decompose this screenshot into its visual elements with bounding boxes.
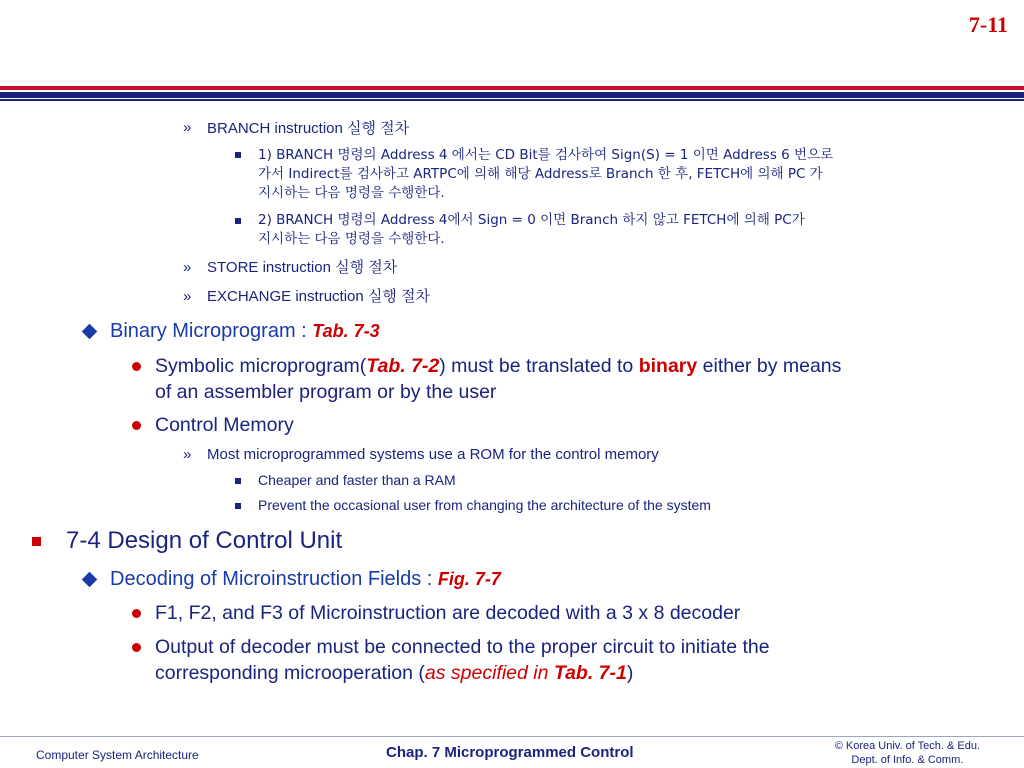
binary-b1-line1 [155, 353, 841, 379]
decoding-b2-line2 [155, 660, 633, 686]
binary-b1-ref: Tab. 7-2 [366, 355, 440, 377]
binary-b1-part1: Symbolic microprogram( [155, 355, 367, 377]
round-bullet-icon [132, 643, 141, 652]
rom-sub1: Cheaper and faster than a RAM [258, 472, 456, 488]
rom-sub2: Prevent the occasional user from changing the architecture of the system [258, 497, 711, 513]
decoding-b2-line1: Output of decoder must be connected to the proper circuit to initiate the [155, 636, 770, 658]
binary-microprogram-heading [110, 318, 380, 344]
branch-heading: BRANCH instruction 실행 절차 [207, 120, 410, 137]
footer-chapter: Chap. 7 Microprogrammed Control [386, 744, 634, 761]
binary-b1-part2: ) must be translated to [439, 355, 639, 377]
footer-copyright-line2: Dept. of Info. & Comm. [851, 754, 964, 766]
branch-item1-line3: 지시하는 다음 명령을 수행한다. [258, 185, 445, 201]
binary-title: Binary Microprogram : [110, 320, 313, 342]
square-bullet-icon [32, 537, 41, 546]
diamond-bullet-icon [82, 572, 98, 588]
section-heading: 7-4 Design of Control Unit [66, 527, 343, 554]
rom-note: Most microprogrammed systems use a ROM for the control memory [207, 446, 659, 463]
decoding-b2-part: corresponding microoperation ( [155, 662, 425, 684]
footer-copyright [835, 739, 980, 767]
raquo-bullet-icon: » [183, 259, 192, 276]
footer-copyright-line1: © Korea Univ. of Tech. & Edu. [834, 740, 980, 752]
footer-course: Computer System Architecture [36, 748, 199, 762]
square-bullet-icon [235, 218, 241, 224]
binary-b1-part3: either by means [697, 355, 842, 377]
square-bullet-icon [235, 152, 241, 158]
decoding-b1: F1, F2, and F3 of Microinstruction are decoded with a 3 x 8 decoder [155, 602, 741, 624]
branch-item2-line1: 2) BRANCH 명령의 Address 4에서 Sign = 0 이면 Branch 하지 않고 FETCH에 의해 PC가 [258, 212, 805, 228]
diamond-bullet-icon [82, 324, 98, 340]
binary-b1-emph: binary [638, 355, 698, 377]
decoding-b2-close: ) [626, 662, 634, 684]
control-memory: Control Memory [155, 414, 294, 436]
branch-item2-line2: 지시하는 다음 명령을 수행한다. [258, 231, 445, 247]
square-bullet-icon [235, 478, 241, 484]
binary-b1-line2: of an assembler program or by the user [155, 381, 497, 403]
header-rule-navy-thin [0, 99, 1024, 101]
square-bullet-icon [235, 503, 241, 509]
footer-rule [0, 736, 1024, 737]
header-rule-navy [0, 92, 1024, 98]
branch-item1-line1: 1) BRANCH 명령의 Address 4 에서는 CD Bit를 검사하여 Sign(S) = 1 이면 Address 6 번으로 [258, 147, 834, 163]
decoding-heading [110, 566, 501, 592]
decoding-b2-ref: Tab. 7-1 [553, 662, 627, 684]
round-bullet-icon [132, 421, 141, 430]
round-bullet-icon [132, 609, 141, 618]
decoding-ref: Fig. 7-7 [437, 569, 501, 589]
binary-ref: Tab. 7-3 [312, 321, 380, 341]
raquo-bullet-icon: » [183, 446, 192, 463]
decoding-title: Decoding of Microinstruction Fields : [110, 568, 438, 590]
header-rule-red [0, 86, 1024, 90]
raquo-bullet-icon: » [183, 288, 192, 305]
exchange-heading: EXCHANGE instruction 실행 절차 [207, 288, 431, 305]
store-heading: STORE instruction 실행 절차 [207, 259, 398, 276]
round-bullet-icon [132, 362, 141, 371]
raquo-bullet-icon: » [183, 119, 192, 136]
decoding-b2-italic: as specified in [424, 662, 554, 684]
page-number: 7-11 [968, 12, 1008, 37]
branch-item1-line2: 가서 Indirect를 검사하고 ARTPC에 의해 해당 Address로 Branch 한 후, FETCH에 의해 PC 가 [258, 166, 823, 182]
